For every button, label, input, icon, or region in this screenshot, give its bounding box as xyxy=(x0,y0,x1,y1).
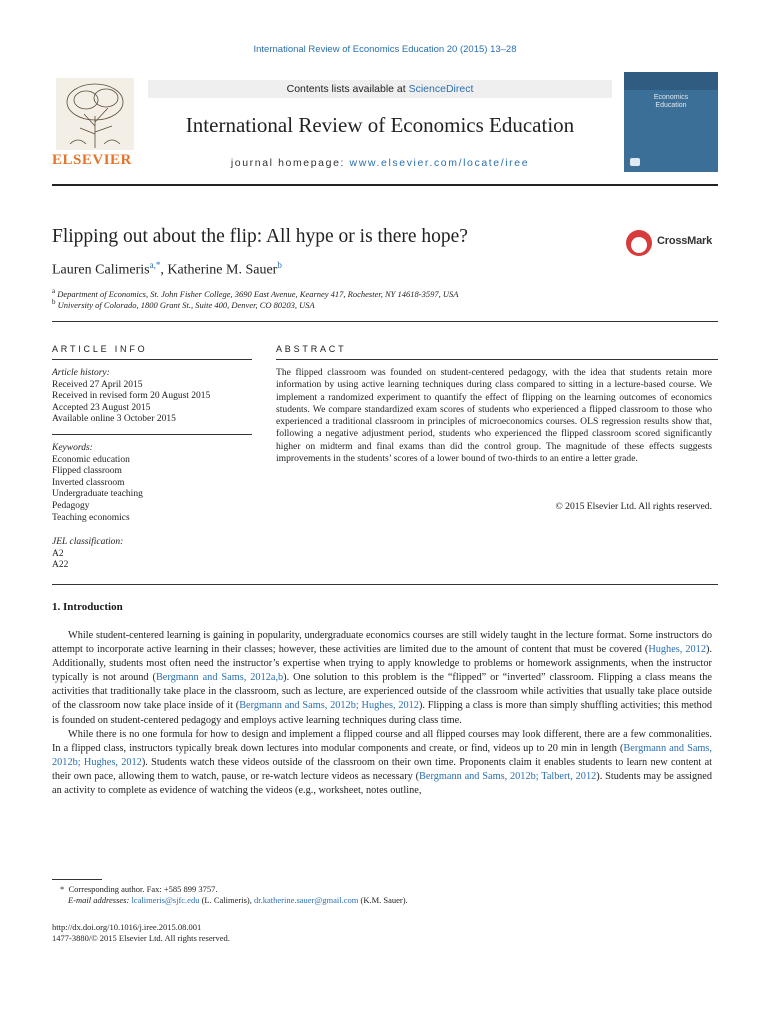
article-info-rule xyxy=(52,359,252,360)
text-run: ). One solution to this problem is the “flipped” or “inverted” classroom. Flipping a class means the activities that traditionally take place in the classroom, such as lecture, are experienced outside of the classroom while activities that usually take place outside of the classroom now take place inside of it ( xyxy=(52,672,713,712)
corresponding-author-note xyxy=(60,884,720,895)
keyword: Pedagogy xyxy=(52,500,90,511)
citation-link[interactable]: Bergmann and Sams, 2012a,b xyxy=(155,672,284,684)
article-title: Flipping out about the flip: All hype or is there hope? xyxy=(52,226,468,247)
elsevier-tree-logo xyxy=(56,78,134,150)
crossmark-label: CrossMark xyxy=(657,235,713,247)
journal-title: International Review of Economics Education xyxy=(185,113,575,137)
contents-bar xyxy=(148,80,612,98)
email-owner: (K.M. Sauer). xyxy=(360,895,408,905)
abstract-heading: ABSTRACT xyxy=(276,344,347,354)
abstract-bottom-rule xyxy=(52,584,718,585)
contents-prefix: Contents lists available at xyxy=(286,83,409,95)
keyword: Flipped classroom xyxy=(52,466,122,477)
footnote-marker: * xyxy=(60,884,65,894)
history-item: Available online 3 October 2015 xyxy=(52,414,176,425)
email-owner: (L. Calimeris), xyxy=(201,895,252,905)
elsevier-wordmark: ELSEVIER xyxy=(52,152,132,168)
abstract-text: The flipped classroom was founded on student-centered pedagogy, with the idea that students retain more information by using active learning techniques during class compared to sitting in a lecture-based course. We implement a randomized experiment to quantify the effect of flipping on the learning outcomes of economics students. We compare standardized exam scores of students who experienced a flipped classroom to those who experienced a traditional classroom in principles of microeconomics courses. OLS regression results show that, following a negative adjustment period, students who experienced the flipped classroom scored significantly higher on midterm and final exams than did the control group. The magnitude of these effects suggests improvements in the students’ scores of a lower bound of two-thirds to an entire a letter grade. xyxy=(276,367,712,464)
author-separator: , xyxy=(160,262,168,278)
email-label: E-mail addresses: xyxy=(68,895,130,905)
text-run: ). Students watch these videos outside of the classroom on their own time. Proponents claim it enables students to learn new content at their own pace, allowing them to watch, pause, or re-watch lecture videos as necessary ( xyxy=(52,756,712,782)
paragraph xyxy=(52,728,712,798)
cover-title-line2: Education xyxy=(655,102,687,109)
jel-label: JEL classification: xyxy=(52,537,124,547)
affiliation-text: Department of Economics, St. John Fisher College, 3690 East Avenue, Kearney 417, Rochester, NY 14618-3597, USA xyxy=(57,288,459,299)
cover-title-line1: Economics xyxy=(653,94,689,101)
keywords-block xyxy=(52,443,262,524)
abstract-rule xyxy=(276,359,718,360)
keyword: Teaching economics xyxy=(52,512,130,523)
doi-link[interactable]: http://dx.doi.org/10.1016/j.iree.2015.08.001 xyxy=(52,922,202,932)
citation-link[interactable]: Hughes, 2012 xyxy=(648,644,706,656)
citation-link[interactable]: Bergmann and Sams, 2012b; Hughes, 2012 xyxy=(239,700,419,712)
journal-homepage xyxy=(148,157,612,169)
keyword: Inverted classroom xyxy=(52,477,125,488)
jel-block xyxy=(52,537,262,572)
crossmark-button[interactable] xyxy=(626,228,718,258)
author-name[interactable]: Katherine M. Sauer xyxy=(167,262,278,278)
homepage-link[interactable]: www.elsevier.com/locate/iree xyxy=(349,157,530,169)
keyword: Undergraduate teaching xyxy=(52,489,143,500)
text-run: ). Flipping a class is more than simply shuffling activities; this method is founded on student-centered pedagogy and employs active learning techniques during class time. xyxy=(52,700,713,726)
email-link[interactable]: dr.katherine.sauer@gmail.com xyxy=(253,895,359,905)
history-item: Received 27 April 2015 xyxy=(52,379,143,390)
issn-copyright: 1477-3880/© 2015 Elsevier Ltd. All rights reserved. xyxy=(52,933,230,943)
keyword: Economic education xyxy=(52,454,130,465)
header-rule xyxy=(52,184,718,186)
jel-code: A2 xyxy=(52,548,64,559)
paragraph xyxy=(52,629,712,728)
history-rule xyxy=(52,434,252,435)
footnote-rule xyxy=(52,879,102,880)
affiliation-b xyxy=(52,298,315,310)
author-name[interactable]: Lauren Calimeris xyxy=(52,262,150,278)
history-label: Article history: xyxy=(52,368,110,378)
affiliation-text: University of Colorado, 1800 Grant St., Suite 400, Denver, CO 80203, USA xyxy=(57,299,315,310)
cover-logo xyxy=(630,158,640,166)
article-info-heading: ARTICLE INFO xyxy=(52,344,148,354)
history-item: Accepted 23 August 2015 xyxy=(52,402,151,413)
crossmark-icon xyxy=(626,230,652,256)
jel-code: A22 xyxy=(52,560,69,571)
citation-link[interactable]: Bergmann and Sams, 2012b; Talbert, 2012 xyxy=(419,770,597,782)
keywords-label: Keywords: xyxy=(52,443,93,453)
author-affil-marker[interactable]: b xyxy=(277,260,282,270)
sciencedirect-link[interactable]: ScienceDirect xyxy=(408,83,474,95)
section-heading-introduction: 1. Introduction xyxy=(52,601,123,613)
text-run: ). Additionally, students most often need the instructor’s expertise when trying to apply knowledge to problems or homework assignments, when the instructor typically is not around ( xyxy=(52,644,712,684)
email-note xyxy=(68,895,728,906)
article-history xyxy=(52,368,262,426)
affiliation-marker: a xyxy=(52,287,56,295)
author-affil-marker[interactable]: a,* xyxy=(149,260,161,270)
citation-link[interactable]: Bergmann and Sams, 2012b; Hughes, 2012 xyxy=(52,742,712,768)
text-run: While student-centered learning is gaining in popularity, undergraduate economics courses are still widely taught in the lecture format. Some instructors do attempt to incorporate active learning in their classes; however, these activities are limited due to the amount of content that must be covered ( xyxy=(52,630,712,656)
text-run: While there is no one formula for how to design and implement a flipped course and all flipped courses may look different, there are a few commonalities. In a flipped class, instructors typically break down lectures into modular components and create, or find, videos up to 20 min in length ( xyxy=(52,728,712,754)
abstract-copyright: © 2015 Elsevier Ltd. All rights reserved. xyxy=(555,501,712,512)
affiliation-marker: b xyxy=(52,298,56,306)
text-run: ). Students may be assigned an activity to complete as evidence of watching the videos (e.g., worksheet, notes outline, xyxy=(52,770,712,797)
email-link[interactable]: lcalimeris@sjfc.edu xyxy=(131,895,200,905)
body-text xyxy=(52,629,712,798)
author-list xyxy=(52,260,282,279)
footnote-text: Corresponding author. Fax: +585 899 3757. xyxy=(68,884,218,894)
journal-citation[interactable]: International Review of Economics Education 20 (2015) 13–28 xyxy=(253,44,517,55)
homepage-prefix: journal homepage: xyxy=(230,157,350,169)
history-item: Received in revised form 20 August 2015 xyxy=(52,391,211,402)
cover-top-band xyxy=(624,72,718,90)
journal-cover-image[interactable] xyxy=(624,72,718,172)
affiliation-rule xyxy=(52,321,718,322)
